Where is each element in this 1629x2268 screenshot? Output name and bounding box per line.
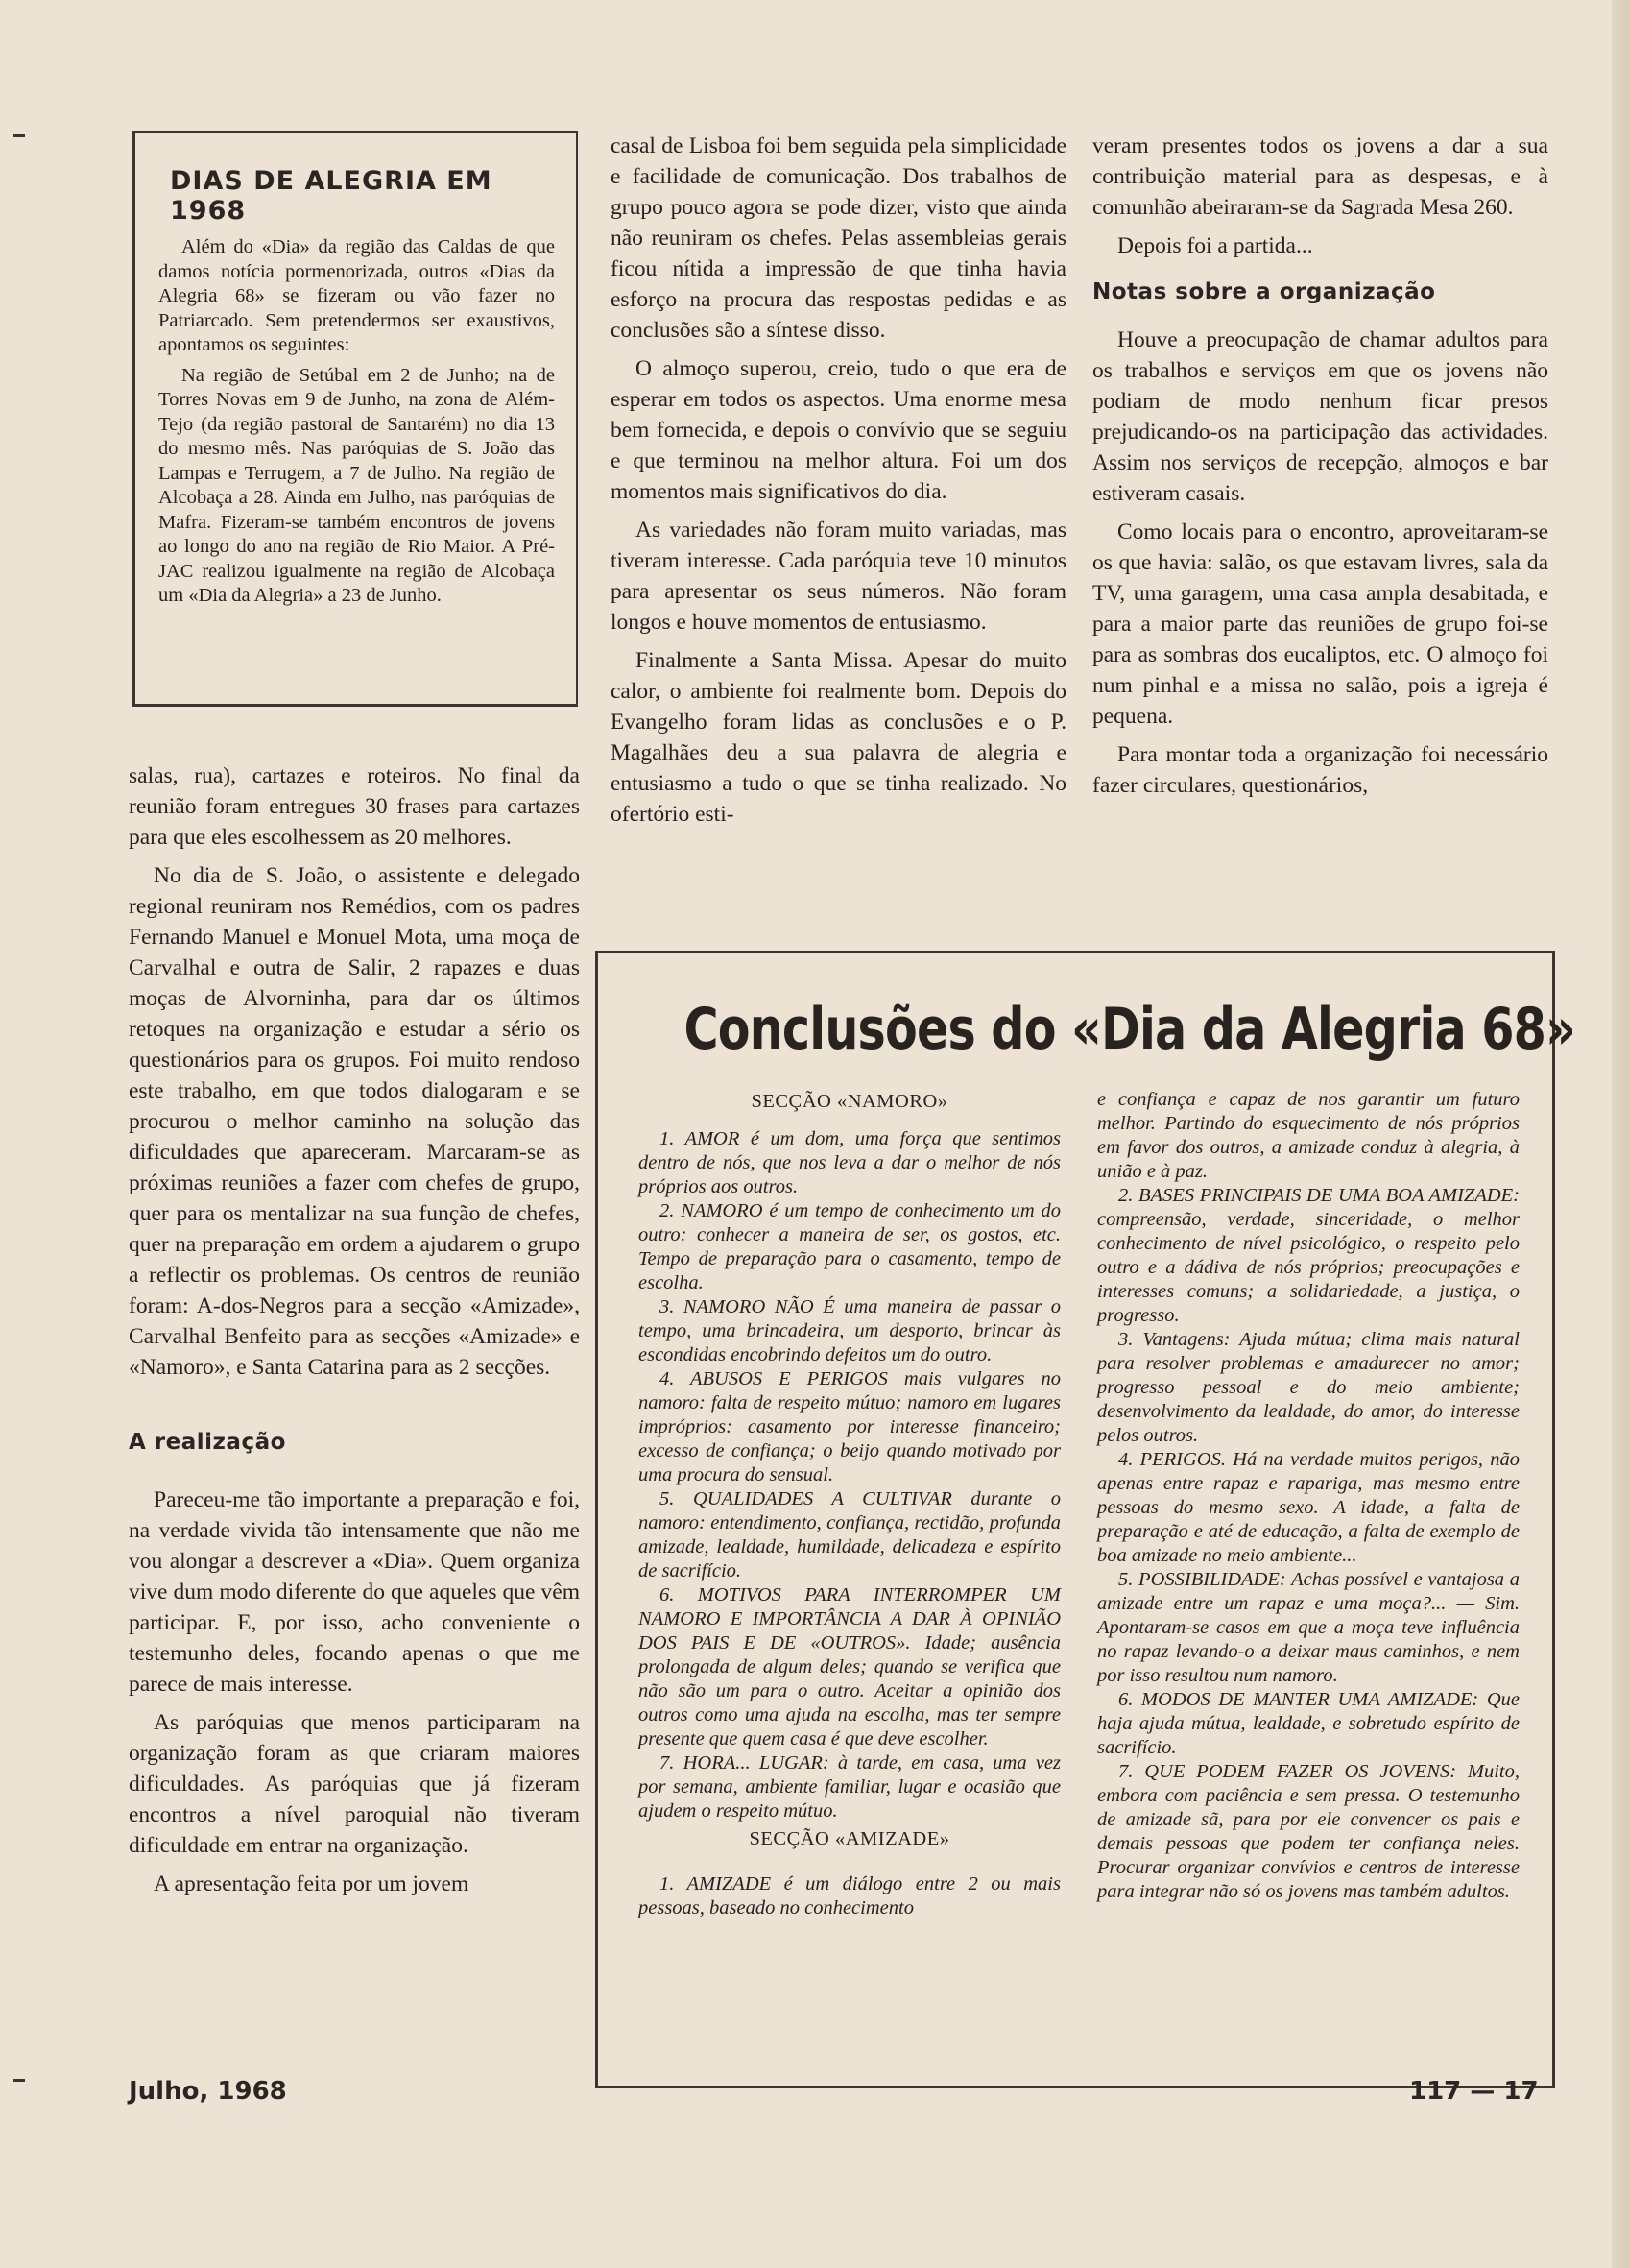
footer-date: Julho, 1968 — [129, 2077, 287, 2106]
left-column — [129, 760, 580, 1899]
conclusions-box — [595, 951, 1576, 2088]
section-heading-notas: Notas sobre a organização — [1092, 279, 1436, 304]
conclusion-item: 5. QUALIDADES A CULTIVAR durante o namoro: entendimento, confiança, rectidão, profunda amizade, lealdade, humildade, delicadeza e espírito de sacrifício. — [638, 1488, 1061, 1581]
conclusion-item: e confiança e capaz de nos garantir um futuro melhor. Partindo do esquecimento de nós próprios em favor dos outros, a amizade conduz à alegria, à união e à paz. — [1097, 1089, 1520, 1182]
section-heading-realizacao: A realização — [129, 1430, 286, 1455]
paragraph: No dia de S. João, o assistente e delegado regional reuniram nos Remédios, com os padres Fernando Manuel e Monuel Mota, uma moça de Carvalhal e outra de Salir, 2 rapazes e duas moças de Alvorninha, para dar os últimos retoques na organização e estudar a sério os questionários para os grupos. Foi muito rendoso este trabalho, em que todos dialogaram e se procurou o melhor caminho na solução das dificuldades que apareceram. Marcaram-se as próximas reuniões a fazer com chefes de grupo, quer para os mentalizar na sua função de chefes, quer na preparação em ordem a ajudarem o grupo a reflectir os problemas. Os centros de reunião foram: A-dos-Negros para a secção «Amizade», Carvalhal Benfeito para as secções «Amizade» e «Namoro», e Santa Catarina para as 2 secções. — [129, 863, 580, 1380]
paragraph: As paróquias que menos participaram na organização foram as que criaram maiores dificuldades. As paróquias que já fizeram encontros a nível paroquial não tiveram dificuldade em entrar na organização. — [129, 1710, 580, 1858]
conclusion-item: 3. Vantagens: Ajuda mútua; clima mais natural para resolver problemas e amadurecer no amor; progresso pessoal e do meio ambiente; desenvolvimento da lealdade, do amor, do interesse pelos outros. — [1097, 1329, 1520, 1446]
paragraph: veram presentes todos os jovens a dar a sua contribuição material para as despesas, e à comunhão abeiraram-se da Sagrada Mesa 260. — [1092, 133, 1548, 220]
conclusions-right-column — [1097, 1088, 1520, 1904]
paragraph: casal de Lisboa foi bem seguida pela simplicidade e facilidade de comunicação. Dos trabalhos de grupo pouco agora se pode dizer, visto que ainda não reuniram os chefes. Pelas assembleias gerais ficou nítida a impressão de que tinha havia esforço na procura das respostas pedidas e as conclusões são a síntese disso. — [611, 133, 1066, 343]
paragraph: salas, rua), cartazes e roteiros. No final da reunião foram entregues 30 frases para cartazes para que eles escolhessem as 20 melhores. — [129, 763, 580, 850]
sidebar-box-paragraph: Na região de Setúbal em 2 de Junho; na de Torres Novas em 9 de Junho, na zona de Além-Tejo (da região pastoral de Santarém) no dia 13 do mesmo mês. Nas paróquias de S. João das Lampas e Terrugem, a 7 de Julho. Na região de Alcobaça a 28. Ainda em Julho, nas paróquias de Mafra. Fizeram-se também encontros de jovens ao longo do ano na região de Rio Maior. A Pré-JAC realizou igualmente na região de Alcobaça um «Dia da Alegria» a 23 de Junho. — [158, 364, 555, 606]
paragraph: O almoço superou, creio, tudo o que era de esperar em todos os aspectos. Uma enorme mesa bem fornecida, e depois o convívio que se seguiu e que terminou na melhor altura. Foi um dos momentos mais significativos do dia. — [611, 356, 1066, 504]
paragraph: Como locais para o encontro, aproveitaram-se os que havia: salão, os que estavam livres, sala da TV, uma garagem, uma casa ampla desabitada, e para a maior parte das reuniões de grupo foi-se para as sombras dos eucaliptos, etc. O almoço foi num pinhal e a missa no salão, pois a igreja é pequena. — [1092, 519, 1548, 729]
section-title-amizade: SECÇÃO «AMIZADE» — [749, 1828, 950, 1849]
conclusion-item: 6. MODOS DE MANTER UMA AMIZADE: Que haja ajuda mútua, lealdade, e sobretudo espírito de sacrifício. — [1097, 1689, 1520, 1758]
conclusion-item: 2. NAMORO é um tempo de conhecimento um do outro: conhecer a maneira de ser, os gostos, etc. Tempo de preparação para o casamento, tempo de escolha. — [638, 1200, 1061, 1293]
paragraph: A apresentação feita por um jovem — [154, 1871, 469, 1896]
paragraph: Depois foi a partida... — [1117, 233, 1313, 258]
sidebar-box — [132, 131, 578, 707]
section-title-namoro: SECÇÃO «NAMORO» — [751, 1091, 948, 1112]
paragraph: Houve a preocupação de chamar adultos para os trabalhos e serviços em que os jovens não podiam de modo nenhum ficar presos prejudicando-os na participação das actividades. Assim nos serviços de recepção, almoços e bar estiveram casais. — [1092, 327, 1548, 506]
page-edge — [1612, 0, 1629, 2268]
margin-mark — [13, 134, 25, 137]
middle-column — [611, 131, 1066, 830]
conclusion-item: 1. AMIZADE é um diálogo entre 2 ou mais pessoas, baseado no conhecimento — [638, 1873, 1061, 1918]
sidebar-box-paragraph: Além do «Dia» da região das Caldas de que damos notícia pormenorizada, outros «Dias da Alegria 68» se fizeram ou vão fazer no Patriarcado. Sem pretendermos ser exaustivos, apontamos os seguintes: — [158, 236, 555, 355]
conclusion-item: 1. AMOR é um dom, uma força que sentimos dentro de nós, que nos leva a dar o melhor de nós próprios aos outros. — [638, 1128, 1061, 1197]
conclusion-item: 7. HORA... LUGAR: à tarde, em casa, uma vez por semana, ambiente familiar, lugar e ocasião que ajudem o respeito mútuo. — [638, 1752, 1061, 1822]
conclusion-item: 7. QUE PODEM FAZER OS JOVENS: Muito, embora com paciência e sem pressa. O testemunho de amizade sã, para por ele convencer os pais e demais pessoas que podem ter confiança neles. Procurar organizar convívios e centros de interesse para integrar não só os jovens mas também adultos. — [1097, 1761, 1520, 1902]
conclusion-item: 6. MOTIVOS PARA INTERROMPER UM NAMORO E IMPORTÂNCIA A DAR À OPINIÃO DOS PAIS E DE «OUTROS». Idade; ausência prolongada de algum deles; quando se verifica que não são um para o outro. Aceitar a opinião dos outros como uma ajuda na escolha, mas ter sempre presente que quem casa é que deve escolher. — [638, 1584, 1061, 1749]
conclusion-item: 5. POSSIBILIDADE: Achas possível e vantajosa a amizade entre um rapaz e uma moça?... — Sim. Apontaram-se casos em que a moça teve influência no rapaz levando-o a deixar maus caminhos, e nem por isso resultou num namoro. — [1097, 1569, 1520, 1686]
paragraph: Pareceu-me tão importante a preparação e foi, na verdade vivida tão intensamente que não me vou alongar a descrever a «Dia». Quem organiza vive dum modo diferente do que aqueles que vêm participar. E, por isso, acho conveniente o testemunho deles, focando apenas o que me parece de mais interesse. — [129, 1487, 580, 1697]
conclusion-item: 4. ABUSOS E PERIGOS mais vulgares no namoro: falta de respeito mútuo; namoro em lugares impróprios: casamento por interesse financeiro; excesso de confiança; o beijo quando motivado por uma procura do sensual. — [638, 1368, 1061, 1485]
conclusion-item: 4. PERIGOS. Há na verdade muitos perigos, não apenas entre rapaz e rapariga, mas mesmo entre pessoas do mesmo sexo. A idade, a falta de preparação e até de educação, a falta de exemplo de boa amizade no meio ambiente... — [1097, 1449, 1520, 1566]
sidebar-box-title: DIAS DE ALEGRIA EM 1968 — [170, 166, 492, 226]
paragraph: Para montar toda a organização foi necessário fazer circulares, questionários, — [1092, 742, 1548, 798]
page-number: 117 — 17 — [1409, 2077, 1539, 2106]
margin-mark — [13, 2079, 25, 2082]
right-column — [1092, 131, 1548, 801]
conclusions-title: Conclusões do «Dia da Alegria 68» — [683, 996, 1576, 1063]
paragraph: Finalmente a Santa Missa. Apesar do muito calor, o ambiente foi realmente bom. Depois do Evangelho foram lidas as conclusões e o P. Magalhães deu a sua palavra de alegria e entusiasmo a tudo o que se tinha realizado. No ofertório esti- — [611, 648, 1066, 827]
conclusion-item: 2. BASES PRINCIPAIS DE UMA BOA AMIZADE: compreensão, verdade, sinceridade, o melhor conhecimento de nível psicológico, o respeito pelo outro e a dádiva de nós próprios; preocupações e interesses comuns; a solidariedade, a justiça, o progresso. — [1097, 1185, 1520, 1326]
conclusion-item: 3. NAMORO NÃO É uma maneira de passar o tempo, uma brincadeira, um desporto, brincar às escondidas encobrindo defeitos um do outro. — [638, 1296, 1061, 1365]
paragraph: As variedades não foram muito variadas, mas tiveram interesse. Cada paróquia teve 10 minutos para apresentar os seus números. Não foram longos e houve momentos de entusiasmo. — [611, 518, 1066, 635]
conclusions-left-column — [638, 1088, 1061, 1920]
